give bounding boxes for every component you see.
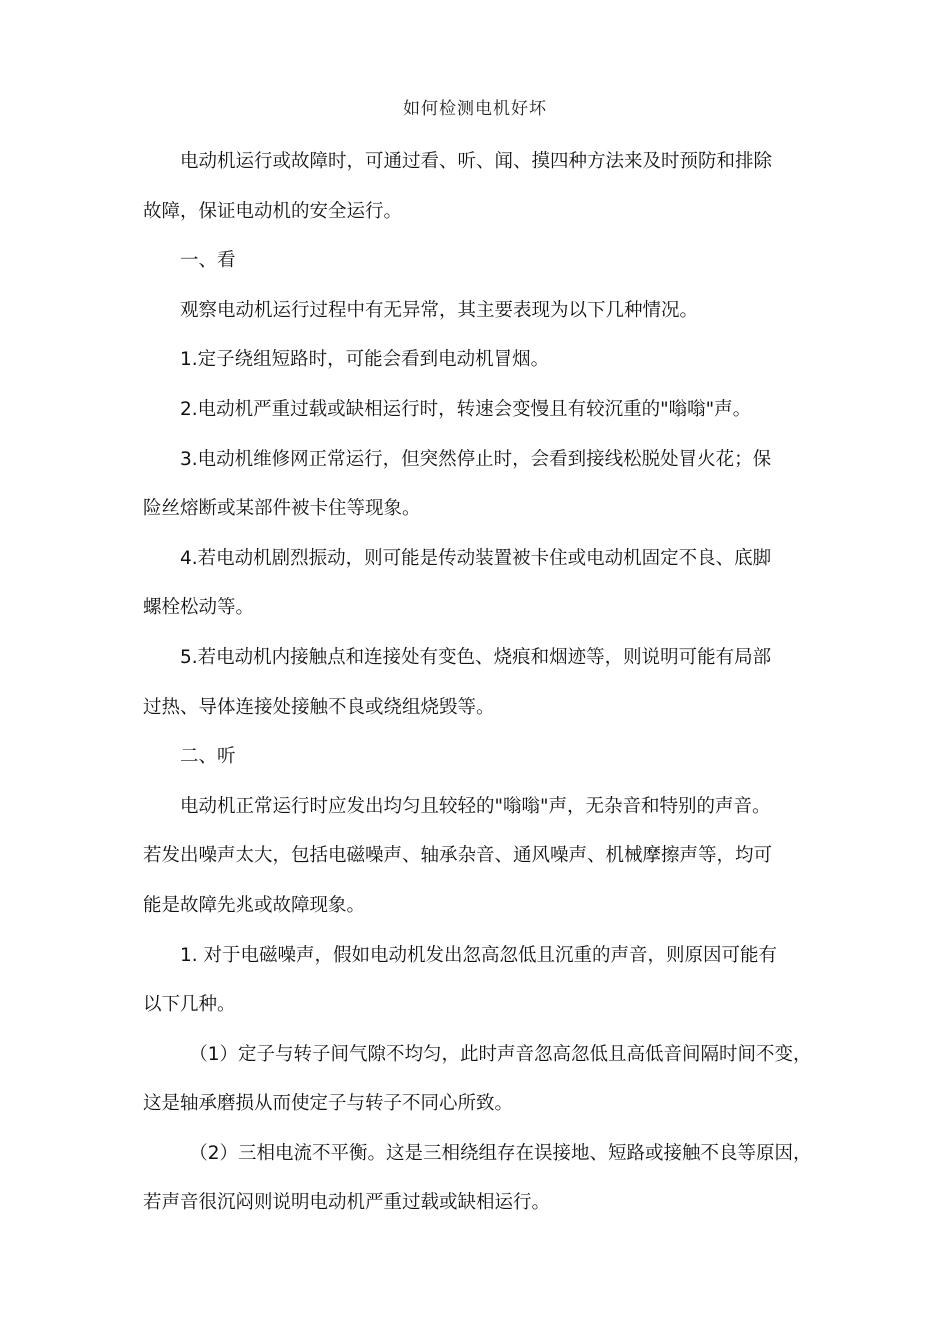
- paragraph-look-item-2: [143, 385, 815, 435]
- paragraph-line: 螺栓松动等。: [143, 597, 255, 619]
- paragraph-line: 5.若电动机内接触点和连接处有变色、烧痕和烟迹等，则说明可能有局部: [180, 646, 772, 668]
- document-title: 如何检测电机好坏: [403, 99, 547, 119]
- paragraph-line: 若声音很沉闷则说明电动机严重过载或缺相运行。: [143, 1192, 551, 1214]
- paragraph-line: （2）三相电流不平衡。这是三相绕组存在误接地、短路或接触不良等原因，: [189, 1142, 812, 1164]
- paragraph-look-item-4: [143, 534, 815, 633]
- paragraph-line: 这是轴承磨损从而使定子与转子不同心所致。: [143, 1093, 514, 1115]
- paragraph-line: 1.定子绕组短路时，可能会看到电动机冒烟。: [180, 349, 550, 371]
- paragraph-look-item-3: [143, 435, 815, 534]
- paragraph-line: 2.电动机严重过载或缺相运行时，转速会变慢且有较沉重的"嗡嗡"声。: [180, 398, 752, 420]
- paragraph-line: 3.电动机维修网正常运行，但突然停止时，会看到接线松脱处冒火花；保: [180, 448, 772, 470]
- paragraph-listen-subitem-1: [143, 1030, 815, 1129]
- paragraph-line: 4.若电动机剧烈振动，则可能是传动装置被卡住或电动机固定不良、底脚: [180, 547, 772, 569]
- paragraph-listen-item-1: [143, 931, 815, 1030]
- paragraph-line: 故障，保证电动机的安全运行。: [143, 200, 403, 222]
- paragraph-listen-overview: [143, 782, 815, 931]
- paragraph-line: 若发出噪声太大，包括电磁噪声、轴承杂音、通风噪声、机械摩擦声等，均可: [143, 845, 773, 867]
- paragraph-line: 能是故障先兆或故障现象。: [143, 894, 366, 916]
- paragraph-look-item-5: [143, 633, 815, 732]
- document-body: [143, 137, 815, 1228]
- paragraph-listen-subitem-2: [143, 1129, 815, 1228]
- section-heading-look: [143, 236, 815, 286]
- paragraph-look-overview: [143, 286, 815, 336]
- paragraph-line: 过热、导体连接处接触不良或绕组烧毁等。: [143, 696, 495, 718]
- paragraph-line: 险丝熔断或某部件被卡住等现象。: [143, 498, 421, 520]
- paragraph-line: 一、看: [180, 250, 236, 272]
- paragraph-line: 1. 对于电磁噪声，假如电动机发出忽高忽低且沉重的声音，则原因可能有: [180, 944, 778, 966]
- paragraph-line: 以下几种。: [143, 994, 236, 1016]
- paragraph-intro: [143, 137, 815, 236]
- section-heading-listen: [143, 732, 815, 782]
- paragraph-line: 电动机正常运行时应发出均匀且较轻的"嗡嗡"声，无杂音和特别的声音。: [180, 795, 771, 817]
- paragraph-line: 电动机运行或故障时，可通过看、听、闻、摸四种方法来及时预防和排除: [180, 151, 773, 172]
- paragraph-line: 二、听: [180, 746, 236, 768]
- paragraph-look-item-1: [143, 335, 815, 385]
- paragraph-line: 观察电动机运行过程中有无异常，其主要表现为以下几种情况。: [180, 299, 699, 321]
- paragraph-line: （1）定子与转子间气隙不均匀，此时声音忽高忽低且高低音间隔时间不变，: [189, 1043, 812, 1065]
